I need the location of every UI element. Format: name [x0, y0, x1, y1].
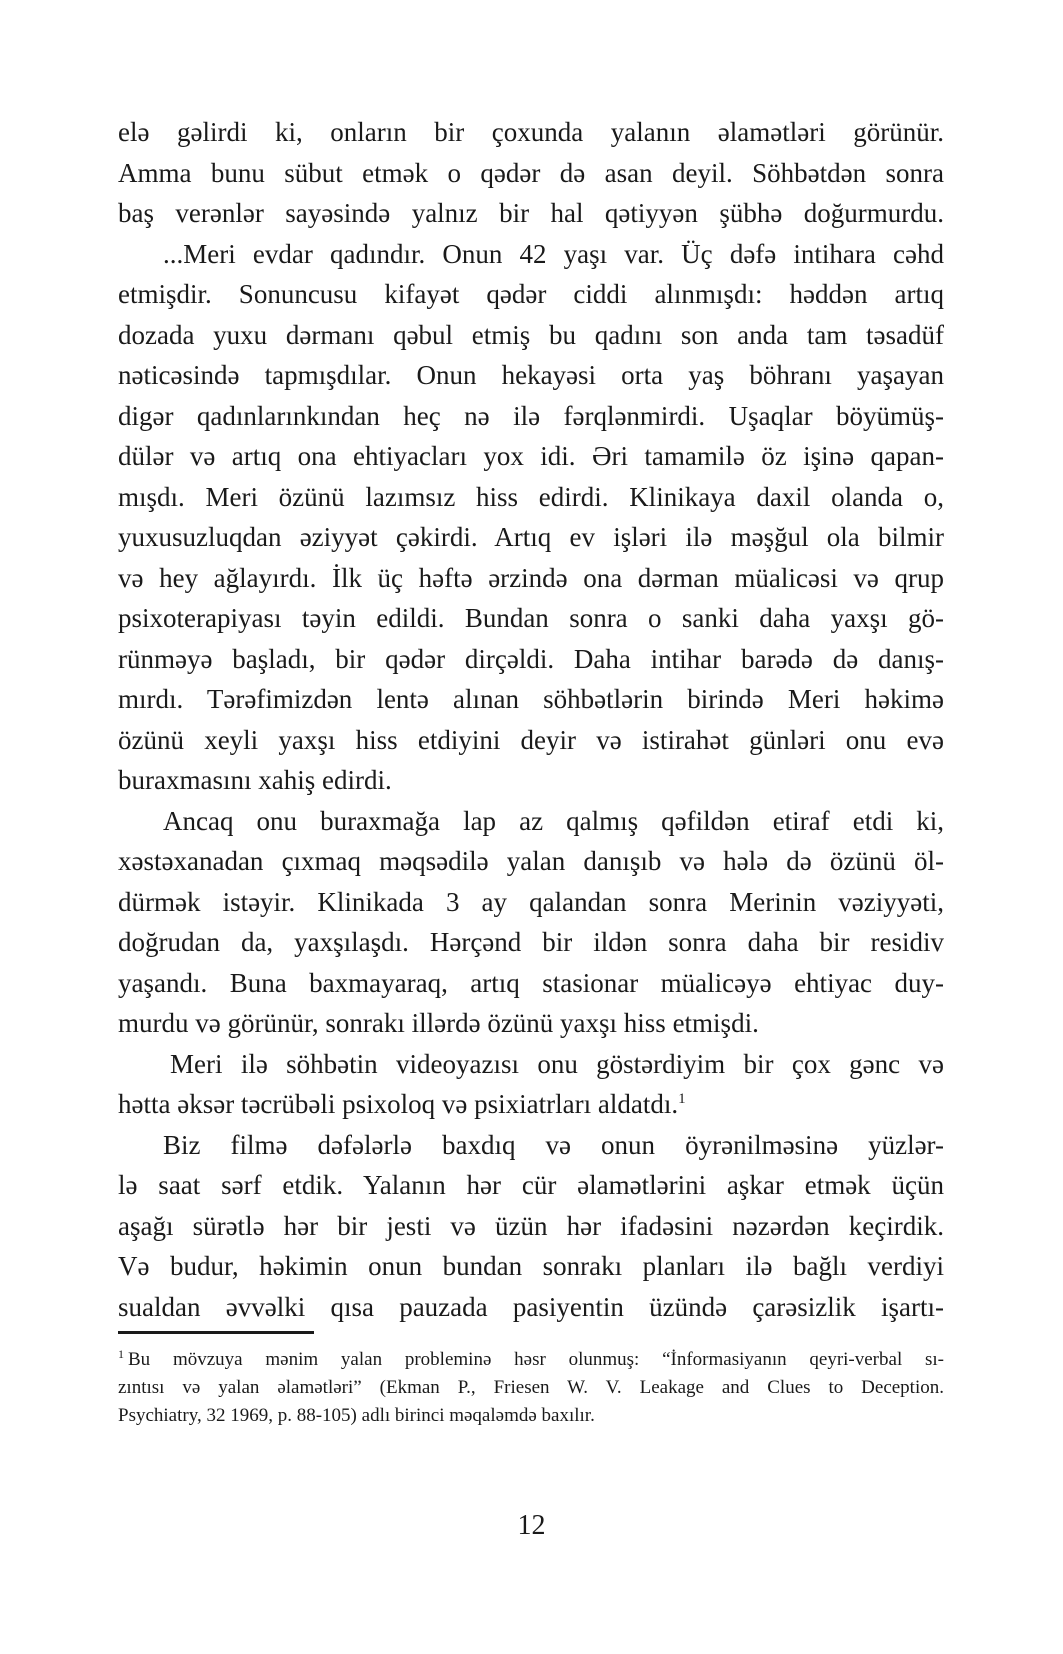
- text-line: etmişdir. Sonuncusu kifayət qədər ciddi alınmışdı: həddən artıq: [118, 279, 944, 309]
- text-line: doğrudan da, yaxşılaşdı. Hərçənd bir ildən sonra daha bir residiv: [118, 927, 944, 957]
- text-line: rünməyə başladı, bir qədər dirçəldi. Daha intihar barədə də danış-: [118, 643, 944, 674]
- text-line: və hey ağlayırdı. İlk üç həftə ərzində ona dərman müalicəsi və qrup: [118, 562, 944, 593]
- text-line: lə saat sərf etdik. Yalanın hər cür əlamətlərini aşkar etmək üçün: [118, 1170, 944, 1200]
- text-line: dozada yuxu dərmanı qəbul etmiş bu qadını son anda tam təsadüf: [118, 319, 944, 350]
- footnote-text: Bu mövzuya mənim yalan probleminə həsr olunmuş: “İnformasiyanın qeyri-verbal sı-: [128, 1349, 944, 1370]
- text-line: psixoterapiyası təyin edildi. Bundan sonra o sanki daha yaxşı gö-: [118, 603, 944, 633]
- text-line: ...Meri evdar qadındır. Onun 42 yaşı var. Üç dəfə intihara cəhd: [163, 238, 944, 269]
- text-line-with-footnote: [118, 1084, 944, 1125]
- text-line: aşağı sürətlə hər bir jesti və üzün hər ifadəsini nəzərdən keçirdik.: [118, 1210, 944, 1241]
- text-line: buraxmasını xahiş edirdi.: [118, 765, 392, 795]
- text-line: Biz filmə dəfələrlə baxdıq və onun öyrənilməsinə yüzlər-: [163, 1129, 944, 1160]
- footnote-line: Psychiatry, 32 1969, p. 88-105) adlı birinci məqaləmdə baxılır.: [118, 1405, 595, 1426]
- text-line: Və budur, həkimin onun bundan sonrakı planları ilə bağlı verdiyi: [118, 1251, 944, 1281]
- text-line: Ancaq onu buraxmağa lap az qalmış qəfildən etiraf etdi ki,: [163, 805, 944, 836]
- text-line: mışdı. Meri özünü lazımsız hiss edirdi. Klinikaya daxil olanda o,: [118, 481, 944, 512]
- text-line: yaşandı. Buna baxmayaraq, artıq stasionar müalicəyə ehtiyac duy-: [118, 967, 944, 998]
- footnote-divider: [118, 1331, 314, 1334]
- text-line: Amma bunu sübut etmək o qədər də asan deyil. Söhbətdən sonra: [118, 157, 944, 188]
- footnote-line: [118, 1346, 944, 1374]
- text-line: dürmək istəyir. Klinikada 3 ay qalandan sonra Merinin vəziyyəti,: [118, 886, 944, 917]
- body-text: [118, 112, 944, 1327]
- text-line: digər qadınlarınkından heç nə ilə fərqlənmirdi. Uşaqlar böyümüş-: [118, 400, 944, 431]
- text-line: murdu və görünür, sonrakı illərdə özünü yaxşı hiss etmişdi.: [118, 1008, 759, 1038]
- text-line: baş verənlər sayəsində yalnız bir hal qətiyyən şübhə doğurmurdu.: [118, 198, 944, 228]
- text-line: sualdan əvvəlki qısa pauzada pasiyentin üzündə çarəsizlik işartı-: [118, 1291, 944, 1322]
- text-line: Meri ilə söhbətin videoyazısı onu göstərdiyim bir çox gənc və: [170, 1048, 944, 1079]
- text-line: dülər və artıq ona ehtiyacları yox idi. Əri tamamilə öz işinə qapan-: [118, 441, 944, 471]
- footnote-reference: 1: [678, 1091, 686, 1107]
- footnote: [118, 1346, 944, 1430]
- page-number: 12: [517, 1510, 546, 1541]
- footnote-number: 1: [118, 1346, 124, 1361]
- footnote-line: zıntısı və yalan əlamətləri” (Ekman P., Friesen W. V. Leakage and Clues to Deception.: [118, 1377, 944, 1398]
- text-line: xəstəxanadan çıxmaq məqsədilə yalan danışıb və hələ də özünü öl-: [118, 846, 944, 876]
- text-line: mırdı. Tərəfimizdən lentə alınan söhbətlərin birində Meri həkimə: [118, 684, 944, 714]
- text-line: yuxusuzluqdan əziyyət çəkirdi. Artıq ev işləri ilə məşğul ola bilmir: [118, 522, 944, 552]
- text-line: nəticəsində tapmışdılar. Onun hekayəsi orta yaş böhranı yaşayan: [118, 360, 944, 390]
- text-line: elə gəlirdi ki, onların bir çoxunda yalanın əlamətləri görünür.: [118, 117, 944, 147]
- text-segment: hətta əksər təcrübəli psixoloq və psixiatrları aldatdı.: [118, 1089, 679, 1119]
- text-line: özünü xeyli yaxşı hiss etdiyini deyir və istirahət günləri onu evə: [118, 724, 944, 755]
